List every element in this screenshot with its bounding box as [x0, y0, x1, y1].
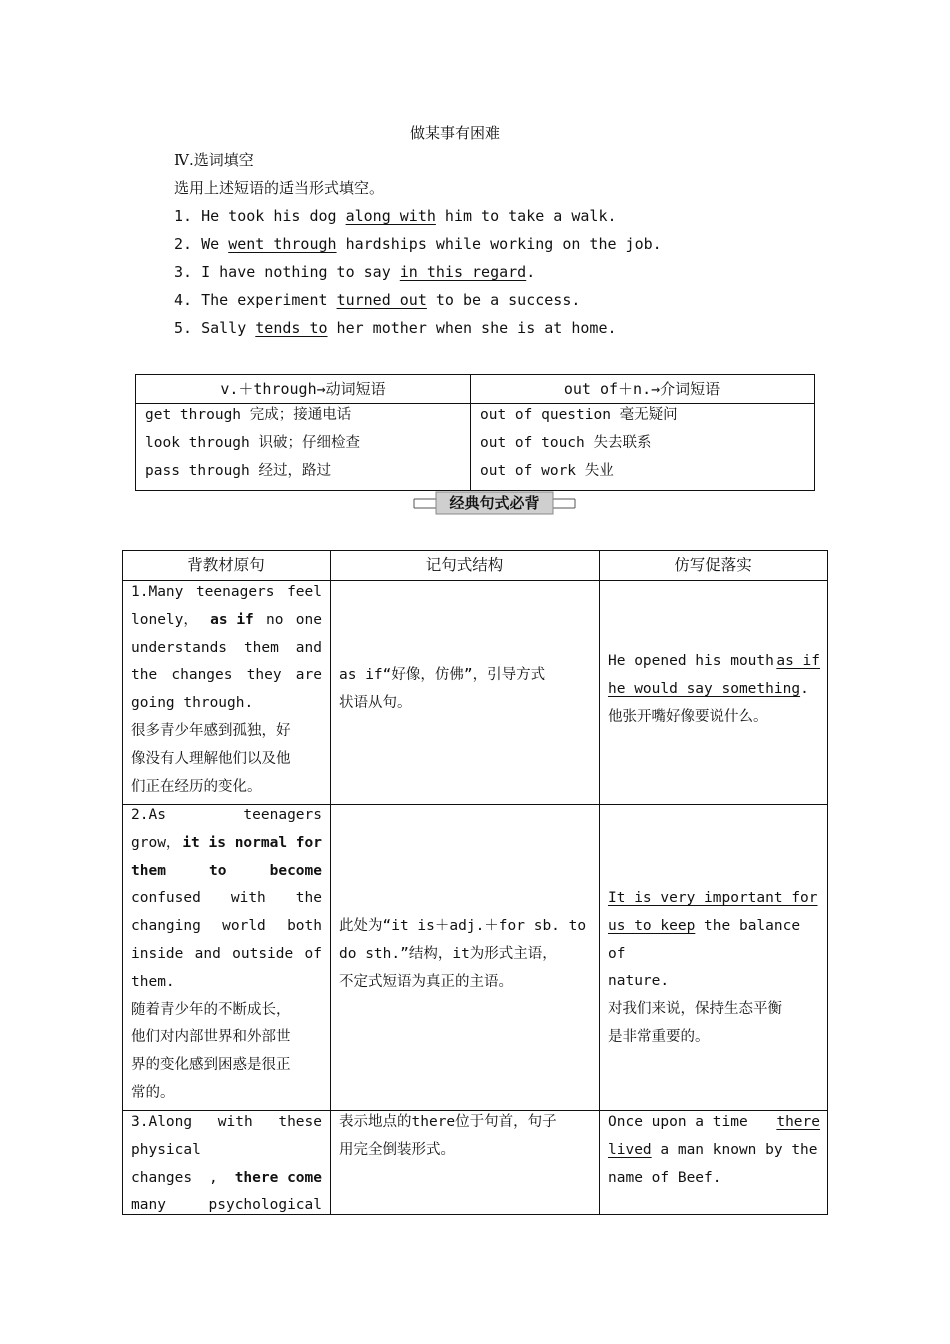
fill-item-3: 3. I have nothing to say in this regard. — [174, 263, 536, 281]
column-border — [122, 550, 123, 1215]
phrase-row: look through 识破；仔细检查 — [145, 435, 360, 451]
phrase-table — [135, 374, 815, 491]
imitation-sentence-1: He opened his mouth as if he would say something. 他张开嘴好像要说什么。 — [608, 648, 820, 731]
column-border — [330, 550, 331, 1215]
original-sentence-3: 3.Along with these physical changes , there come many psychological — [131, 1114, 322, 1214]
imitation-sentence-2: It is very important for us to keep the balance of nature. 对我们来说，保持生态平衡 是非常重要的。 — [608, 890, 818, 1045]
phrase-row: out of work 失业 — [480, 463, 614, 479]
key-structure: it is normal for — [182, 834, 322, 851]
fill-item-5: 5. Sally tends to her mother when she is at home. — [174, 319, 617, 337]
column-header-imitation: 仿写促落实 — [674, 556, 752, 574]
answer-blank: along with — [345, 207, 436, 225]
answer-blank: went through — [228, 235, 337, 253]
phrase-row: pass through 经过，路过 — [145, 463, 331, 479]
original-sentence-2: 2.As teenagers grow， it is normal for them to become confused with the changing world both inside and outside of them. 随着青少年的不断成长， 他们对内部世界和外部世 界的变化感到困惑是很正 常的。 — [131, 807, 322, 1101]
structure-note-2: 此处为“it is＋adj.＋for sb. to do sth.”结构，it为形式主语， 不定式短语为真正的主语。 — [339, 918, 587, 990]
section-banner — [412, 490, 577, 516]
column-border — [827, 550, 828, 1215]
phrase-table-header-right: out of＋n.→介词短语 — [470, 375, 814, 404]
answer-blank: as if — [776, 653, 820, 669]
key-structure: there come — [234, 1169, 322, 1186]
phrase-table-header-left: v.＋through→动词短语 — [136, 375, 470, 404]
phrase-row: out of question 毫无疑问 — [480, 407, 678, 423]
header-rule — [136, 403, 814, 404]
fill-item-4: 4. The experiment turned out to be a success. — [174, 291, 581, 309]
fill-item-1: 1. He took his dog along with him to take a walk. — [174, 207, 617, 225]
answer-blank: there — [776, 1114, 820, 1130]
column-header-structure: 记句式结构 — [425, 556, 504, 574]
phrase-row: get through 完成；接通电话 — [145, 407, 352, 423]
answer-blank: turned out — [336, 291, 427, 309]
structure-note-1: as if“好像，仿佛”，引导方式 状语从句。 — [339, 667, 546, 711]
section-heading: Ⅳ.选词填空 — [174, 151, 254, 169]
answer-blank: us to keep — [608, 917, 696, 934]
original-sentence-1: 1.Many teenagers feel lonely， as if no one understands them and the changes they are going through. 很多青少年感到孤独，好 像没有人理解他们以及他 们正在经历的变化。 — [131, 584, 322, 795]
structure-note-3: 表示地点的there位于句首，句子 用完全倒装形式。 — [339, 1114, 557, 1158]
imitation-sentence-3: Once upon a time there lived a man known by the name of Beef. — [608, 1109, 820, 1192]
answer-blank: in this regard — [399, 263, 527, 281]
banner-title: 经典句式必背 — [449, 494, 540, 512]
fill-item-2: 2. We went through hardships while working on the job. — [174, 235, 662, 253]
section-instruction: 选用上述短语的适当形式填空。 — [174, 179, 385, 197]
column-border — [599, 550, 600, 1215]
sentence-table — [122, 550, 828, 1215]
column-header-original: 背教材原句 — [187, 556, 265, 574]
answer-blank: lived — [608, 1141, 652, 1158]
carryover-text: 做某事有困难 — [410, 124, 501, 142]
answer-blank: he would say something — [608, 680, 801, 697]
answer-blank: It is very important for — [608, 890, 818, 906]
answer-blank: tends to — [255, 319, 328, 337]
phrase-row: out of touch 失去联系 — [480, 435, 652, 451]
key-structure: as if — [210, 611, 254, 628]
